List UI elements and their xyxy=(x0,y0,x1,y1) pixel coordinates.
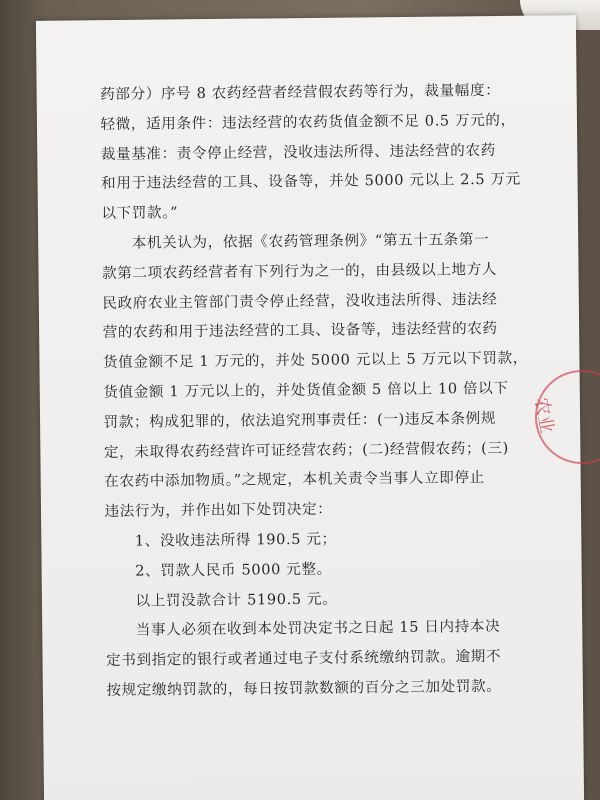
penalty-item-2: 2、罚款人民币 5000 元整。 xyxy=(135,560,332,580)
text-line: 和用于违法经营的工具、设备等，并处 5000 元以上 2.5 万元 xyxy=(100,170,521,193)
paragraph-start-line: 当事人必须在收到本处罚决定书之日起 15 日内持本决 xyxy=(135,618,501,639)
text-line: 货值金额不足 1 万元的，并处 5000 元以上 5 万元以下罚款， xyxy=(102,349,529,372)
text-line: 药部分）序号 8 农药经营者经营假农药等行为，裁量幅度： xyxy=(100,81,501,103)
penalty-item-1: 1、没收违法所得 190.5 元； xyxy=(134,530,337,550)
text-line: 货值金额 1 万元以上的，并处货值金额 5 倍以上 10 倍以下 xyxy=(103,379,509,401)
text-line: 营的农药和用于违法经营的工具、设备等，违法经营的农药 xyxy=(102,320,498,342)
text-line: 定，未取得农药经营许可证经营农药；(二)经营假农药；(三) xyxy=(103,439,509,461)
official-seal-text: 农业 xyxy=(530,395,558,435)
text-line: 在农药中添加物质。”之规定，本机关责令当事人立即停止 xyxy=(104,469,485,491)
text-line: 罚款；构成犯罪的，依法追究刑事责任：(一)违反本条例规 xyxy=(103,409,497,431)
text-line: 款第二项农药经营者有下列行为之一的，由县级以上地方人 xyxy=(101,260,498,282)
text-line: 按规定缴纳罚款的，每日按罚款数额的百分之三加处罚款。 xyxy=(106,677,502,699)
text-line: 以下罚款。” xyxy=(101,204,179,223)
document-body xyxy=(100,76,529,706)
text-line: 轻微，适用条件：违法经营的农药货值金额不足 0.5 万元的， xyxy=(100,111,516,133)
text-line: 裁量基准：责令停止经营，没收违法所得、违法经营的农药 xyxy=(100,141,496,163)
paragraph-start-line: 本机关认为，依据《农药管理条例》“第五十五条第一 xyxy=(131,230,490,252)
penalty-total: 以上罚没款合计 5190.5 元。 xyxy=(135,590,338,610)
text-line: 民政府农业主管部门责令停止经营，没收违法所得、违法经 xyxy=(102,290,498,312)
text-line: 违法行为，并作出如下处罚决定： xyxy=(104,500,333,521)
text-line: 定书到指定的银行或者通过电子支付系统缴纳罚款。逾期不 xyxy=(105,647,502,670)
